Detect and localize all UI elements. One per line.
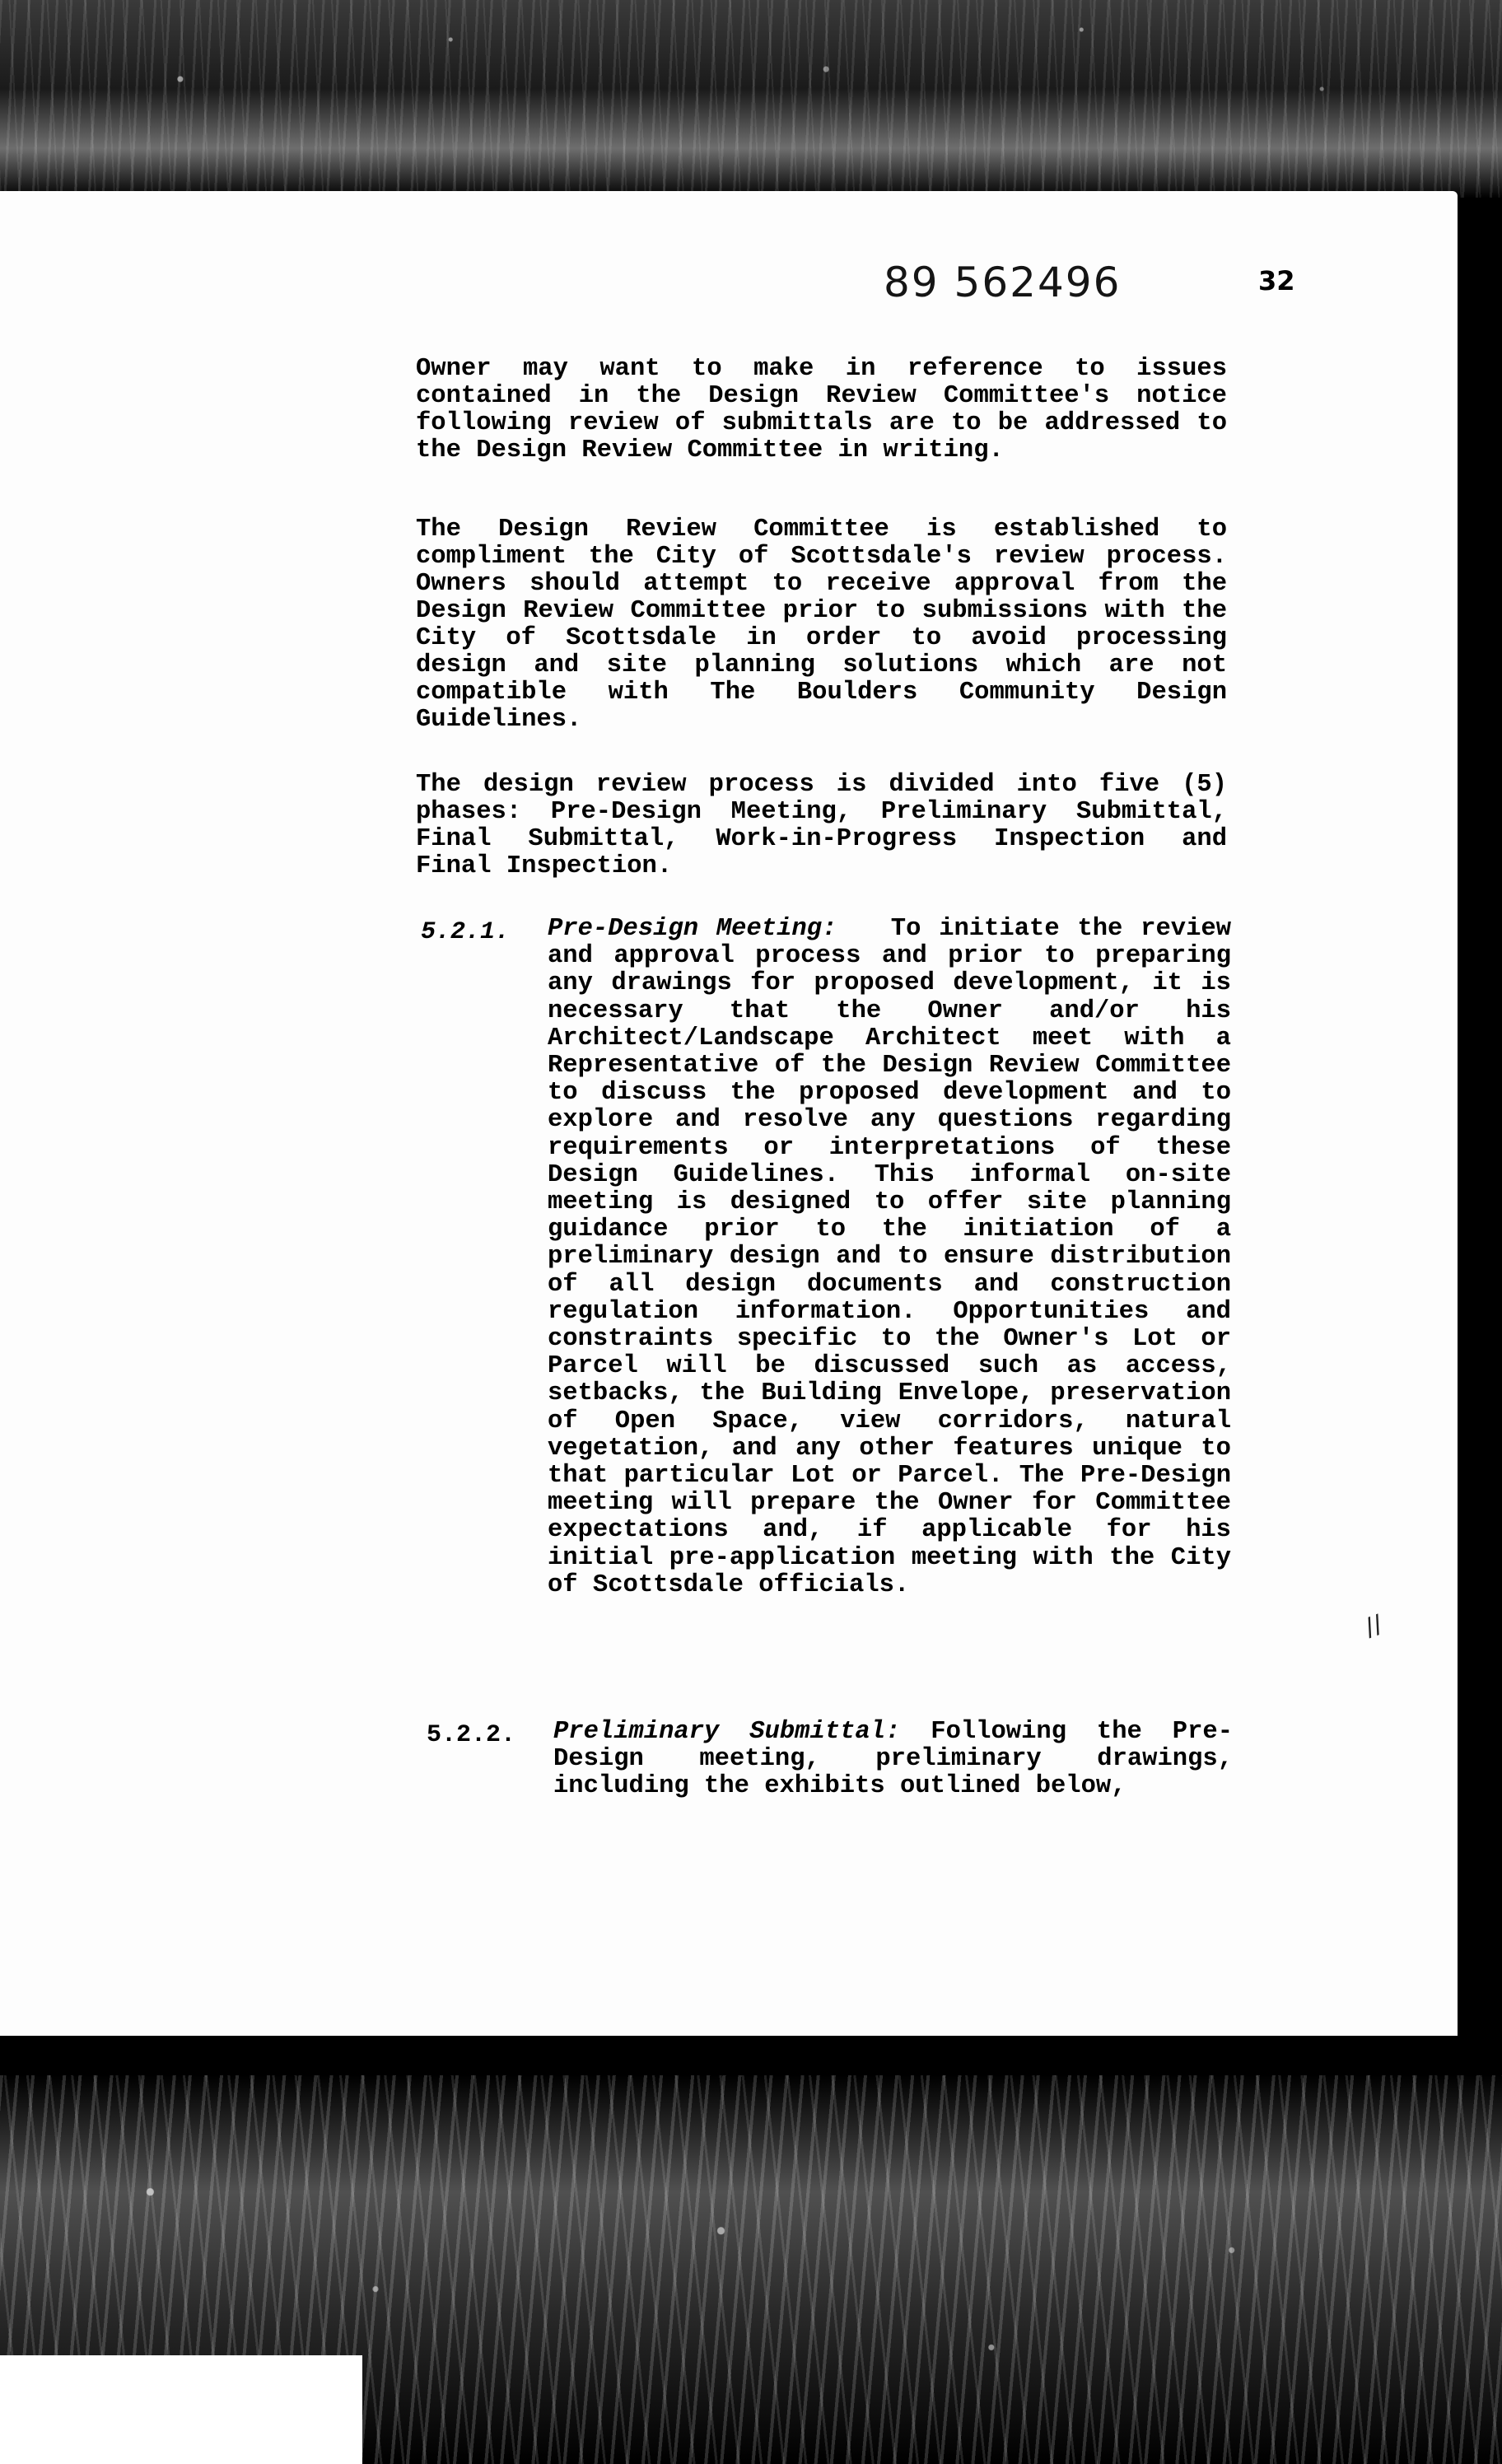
- section-5-2-1: [548, 916, 1231, 1599]
- page-number: 32: [1258, 265, 1295, 296]
- section-title-pre-design-meeting: Pre-Design Meeting:: [548, 915, 837, 943]
- section-body-preliminary-submittal: Following the Pre-Design meeting, preliminary drawings, including the exhibits outlined below,: [553, 1718, 1233, 1801]
- section-number-5-2-1: 5.2.1.: [421, 918, 511, 946]
- section-title-preliminary-submittal: Preliminary Submittal:: [553, 1718, 901, 1746]
- section-5-2-2: [553, 1719, 1233, 1801]
- document-page: [0, 191, 1458, 2036]
- stray-pen-mark: //: [1360, 1609, 1387, 1643]
- paragraph-2: The Design Review Committee is established to compliment the City of Scottsdale's review process. Owners should attempt to receive approval from the Design Review Committee prior to submissions with the City of Scottsdale in order to avoid processing design and site planning solutions which are not compatible with The Boulders Community Design Guidelines.: [416, 516, 1227, 734]
- scan-corner-patch: [0, 2355, 362, 2464]
- document-number: 89 562496: [884, 259, 1122, 306]
- paragraph-3: The design review process is divided into five (5) phases: Pre-Design Meeting, Preliminary Submittal, Final Submittal, Work-in-Progress Inspection and Final Inspection.: [416, 771, 1227, 880]
- paragraph-1: Owner may want to make in reference to issues contained in the Design Review Committee's notice following review of submittals are to be addressed to the Design Review Committee in writing.: [416, 355, 1227, 464]
- section-body-pre-design-meeting: To initiate the review and approval process and prior to preparing any drawings for proposed development, it is necessary that the Owner and/or his Architect/Landscape Architect meet with a Representative of the Design Review Committee to discuss the proposed development and to explore and resolve any questions regarding requirements or interpretations of these Design Guidelines. This informal on-site meeting is designed to offer site planning guidance prior to the initiation of a preliminary design and to ensure distribution of all design documents and construction regulation information. Opportunities and constraints specific to the Owner's Lot or Parcel will be discussed such as access, setbacks, the Building Envelope, preservation of Open Space, view corridors, natural vegetation, and any other features unique to that particular Lot or Parcel. The Pre-Design meeting will prepare the Owner for Committee expectations and, if applicable for his initial pre-application meeting with the City of Scottsdale officials.: [548, 915, 1231, 1599]
- section-number-5-2-2: 5.2.2.: [427, 1721, 516, 1749]
- scan-noise-top: [0, 0, 1502, 198]
